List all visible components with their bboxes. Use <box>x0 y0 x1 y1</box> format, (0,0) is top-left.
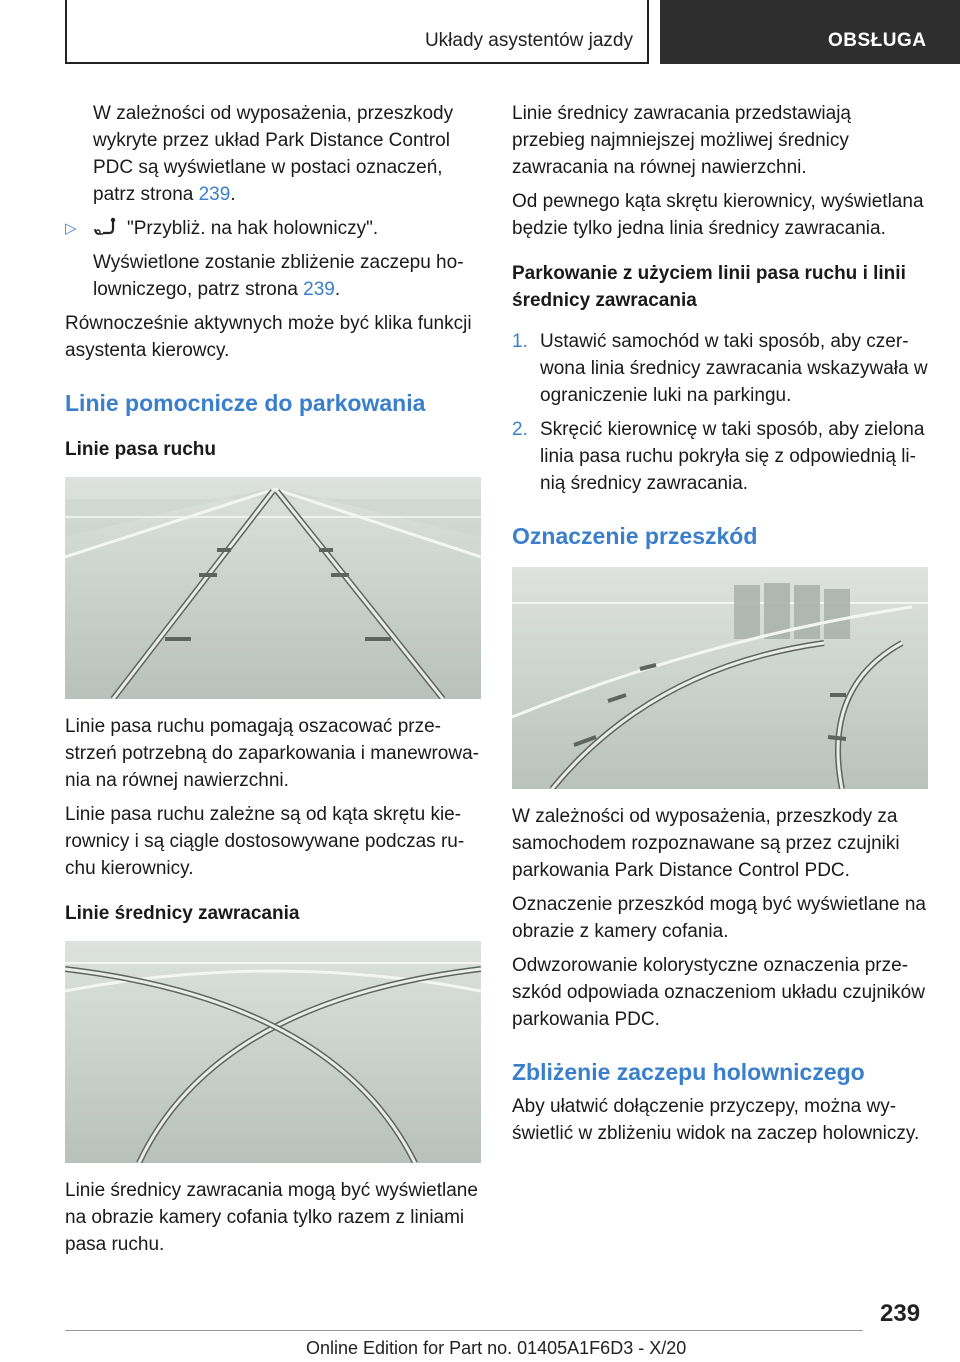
footer-divider <box>65 1330 863 1331</box>
turning-lines-paragraph: Linie średnicy zawracania mogą być wyświetlane na obrazie kamery cofania tylko razem z liniami pasa ruchu. <box>65 1180 478 1255</box>
heading-lane-lines: Linie pasa ruchu <box>65 439 216 460</box>
turning-lines-figure <box>65 941 481 1163</box>
obstacle-paragraph-3: Odwzorowanie kolorystyczne oznaczenia przeszkód odpowiada oznaczeniom układu czujników parkowania PDC. <box>512 955 925 1030</box>
step-text: Skręcić kierownicę w taki sposób, aby zielona linia pasa ruchu pokryła się z odpowiednią linią średnicy zawracania. <box>540 419 925 494</box>
heading-parking-with-lines: Parkowanie z użyciem linii pasa ruchu i linii średnicy zawracania <box>512 263 906 311</box>
lane-lines-paragraph-2: Linie pasa ruchu zależne są od kąta skrętu kierownicy i są ciągle dostosowywane podczas ruchu kierownicy. <box>65 804 465 879</box>
step-number: 1. <box>512 331 528 352</box>
bullet-triangle-icon: ▷ <box>65 220 77 237</box>
heading-hitch-zoom: Zbliżenie zaczepu holowniczego <box>512 1059 865 1085</box>
step-text: Ustawić samochód w taki sposób, aby czerwona linia średnicy zawracania wskazywała w ograniczenie luki na parkingu. <box>540 331 928 406</box>
heading-obstacle-marking: Oznaczenie przeszkód <box>512 523 758 549</box>
intro-paragraph: W zależności od wyposażenia, przeszkody wykryte przez układ Park Distance Control PDC są wyświetlane w postaci oznaczeń, patrz strona 239. <box>93 103 454 205</box>
obstacle-paragraph-2: Oznaczenie przeszkód mogą być wyświetlane na obrazie z kamery cofania. <box>512 894 926 942</box>
footer-edition: Online Edition for Part no. 01405A1F6D3 - X/20 <box>306 1338 687 1358</box>
bullet-item-hitch-zoom <box>65 215 483 242</box>
step-number: 2. <box>512 419 528 440</box>
left-column <box>65 100 483 1265</box>
page-link[interactable]: 239 <box>303 279 335 300</box>
obstacle-marking-figure <box>512 567 928 789</box>
obstacle-paragraph-1: W zależności od wyposażenia, przeszkody za samochodem rozpoznawane są przez czujniki parkowania Park Distance Control PDC. <box>512 806 900 881</box>
right-column <box>512 100 928 1154</box>
turning-radius-paragraph-1: Linie średnicy zawracania przedstawiają przebieg najmniejszej możliwej średnicy zawracania na równej nawierzchni. <box>512 103 852 178</box>
simultaneous-functions-paragraph: Równocześnie aktywnych może być klika funkcji asystenta kierowcy. <box>65 313 472 361</box>
turning-radius-paragraph-2: Od pewnego kąta skrętu kierownicy, wyświetlana będzie tylko jedna linia średnicy zawracania. <box>512 191 924 239</box>
step-item <box>512 328 928 409</box>
hitch-zoom-paragraph: Aby ułatwić dołączenie przyczepy, można wyświetlić w zbliżeniu widok na zaczep holowniczy. <box>512 1096 920 1144</box>
header-section-box <box>65 0 649 64</box>
header-chapter-box <box>660 0 960 64</box>
page-link[interactable]: 239 <box>198 184 231 205</box>
heading-parking-lines: Linie pomocnicze do parkowania <box>65 390 426 416</box>
hitch-zoom-paragraph: Wyświetlone zostanie zbliżenie zaczepu holowniczego, patrz strona 239. <box>93 252 464 300</box>
bullet-text: "Przybliż. na hak holowniczy". <box>127 218 379 239</box>
header-chapter-title: OBSŁUGA <box>828 30 927 51</box>
lane-lines-paragraph-1: Linie pasa ruchu pomagają oszacować przestrzeń potrzebną do zaparkowania i manewrowania na równej nawierzchni. <box>65 716 479 791</box>
step-item <box>512 416 928 497</box>
page-number: 239 <box>880 1300 921 1327</box>
lane-lines-figure <box>65 477 481 699</box>
heading-turning-lines: Linie średnicy zawracania <box>65 903 300 924</box>
header-section-title: Układy asystentów jazdy <box>424 30 633 51</box>
tow-hitch-icon <box>93 217 121 237</box>
